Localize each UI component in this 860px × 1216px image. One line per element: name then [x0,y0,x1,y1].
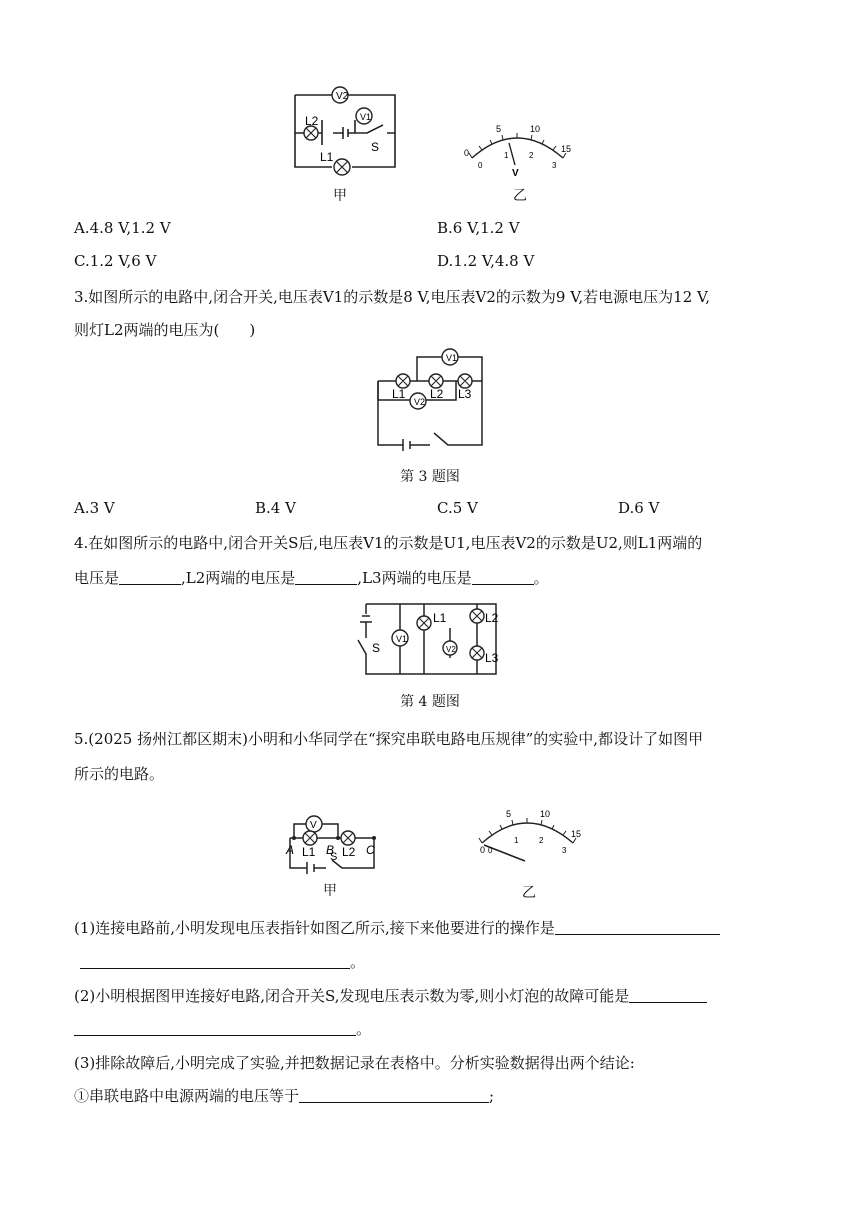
q5-meter-end-15: 15 [571,829,582,839]
q4-text-a: 电压是 [74,569,120,587]
q3-option-a: A.3 V [74,499,115,517]
q4-label-v2: V2 [446,645,456,654]
caption-yi-top: 乙 [513,188,527,204]
q4-label-l1: L1 [433,611,447,625]
caption-jia-top: 甲 [333,188,347,204]
q3-label-l2: L2 [430,387,444,401]
meter-top-low-3: 3 [552,161,557,170]
q5-label-b: B [326,843,335,857]
q2-option-d: D.1.2 V,4.8 V [437,252,535,270]
meter-top-low-2: 2 [529,151,534,160]
circuit-diagram-q5-jia [280,812,380,874]
q2-option-c: C.1.2 V,6 V [74,252,157,270]
q5-sub2-end: 。 [356,1020,372,1038]
q4-blank-l1[interactable] [119,570,181,585]
label-v1: V1 [360,112,372,122]
label-l2: L2 [305,114,319,128]
q5-caption-yi: 乙 [522,885,536,901]
q4-blank-l2[interactable] [295,570,357,585]
q4-label-l2: L2 [485,611,499,625]
meter-top-low-0: 0 [478,161,483,170]
q5-sub2-blank-b[interactable] [74,1021,356,1036]
q5-sub1-blank-a[interactable] [555,920,720,935]
q5-meter-tick-10: 10 [540,809,551,819]
q3-label-v1: V1 [446,353,458,363]
q4-text-c: ,L3两端的电压是 [357,569,472,587]
meter-top-tick-10: 10 [530,124,541,134]
q3-label-l3: L3 [458,387,472,401]
q5-sub1-text: (1)连接电路前,小明发现电压表指针如图乙所示,接下来他要进行的操作是 [74,919,555,937]
q2-option-a: A.4.8 V,1.2 V [74,219,171,237]
q5-caption-jia: 甲 [323,883,337,899]
q5-label-c: C [366,843,375,857]
q5-stem-line2: 所示的电路。 [74,765,165,783]
q5-sub3-1 [74,1086,494,1106]
q3-stem-line2: 则灯L2两端的电压为( ) [74,321,256,339]
q5-meter-low-3: 3 [562,846,567,855]
q5-meter-tick-5: 5 [506,809,512,819]
q2-option-b: B.6 V,1.2 V [437,219,520,237]
q3-option-d: D.6 V [618,499,660,517]
q5-sub1-end: 。 [350,953,366,971]
q5-label-s: S [330,851,338,863]
q4-text-end: 。 [533,569,549,587]
q4-caption: 第 4 题图 [400,694,460,710]
q5-meter-low-0: 0 [488,846,493,855]
q3-option-b: B.4 V [255,499,296,517]
q5-sub2-text: (2)小明根据图甲连接好电路,闭合开关S,发现电压表示数为零,则小灯泡的故障可能是 [74,987,630,1005]
voltmeter-dial-q5 [470,803,585,868]
q5-sub1 [74,918,720,938]
q5-sub3-1-end: ; [489,1087,495,1105]
circuit-diagram-q3 [370,345,490,455]
q3-label-v2: V2 [414,397,426,407]
q4-blank-l3[interactable] [472,570,534,585]
q5-sub2 [74,986,707,1006]
q5-sub2-blank-a[interactable] [629,988,707,1003]
meter-top-end-15: 15 [561,144,572,154]
q4-stem-line1: 4.在如图所示的电路中,闭合开关S后,电压表V1的示数是U1,电压表V2的示数是U2,则L1两端的 [74,534,703,552]
q4-text-b: ,L2两端的电压是 [181,569,296,587]
q3-option-c: C.5 V [437,499,478,517]
q4-label-s: S [372,641,381,655]
meter-top-unit: V [512,168,519,179]
q3-stem-line1: 3.如图所示的电路中,闭合开关,电压表V1的示数是8 V,电压表V2的示数为9 V,若电源电压为12 V, [74,288,711,306]
q5-sub2-cont [74,1019,371,1039]
q5-sub3: (3)排除故障后,小明完成了实验,并把数据记录在表格中。分析实验数据得出两个结论: [74,1054,635,1072]
meter-top-end-0: 0 [464,148,470,158]
meter-top-low-1: 1 [504,151,509,160]
label-s: S [371,140,380,154]
label-v2: V2 [336,91,349,102]
meter-top-tick-5: 5 [496,124,502,134]
q5-label-l2: L2 [342,845,356,859]
q5-sub1-blank-b[interactable] [80,954,350,969]
q3-label-l1: L1 [392,387,406,401]
q5-sub3-1-blank[interactable] [299,1088,489,1103]
q5-sub3-1-text: ①串联电路中电源两端的电压等于 [74,1087,300,1105]
q5-meter-end-0: 0 [480,845,486,855]
circuit-diagram-q4 [352,598,512,680]
q4-label-l3: L3 [485,651,499,665]
q3-caption: 第 3 题图 [400,469,460,485]
q4-stem-line2 [74,568,549,588]
voltmeter-dial-top [460,120,575,180]
q5-meter-low-2: 2 [539,836,544,845]
label-l1: L1 [320,150,334,164]
q5-meter-low-1: 1 [514,836,519,845]
q4-label-v1: V1 [396,634,408,644]
q5-sub1-cont [74,952,365,972]
q5-label-v: V [310,820,317,831]
circuit-diagram-jia-top [285,85,405,180]
q5-stem-line1: 5.(2025 扬州江都区期末)小明和小华同学在“探究串联电路电压规律”的实验中,都设计了如图甲 [74,730,704,748]
q5-label-l1: L1 [302,845,316,859]
q5-label-a: A [286,843,295,857]
